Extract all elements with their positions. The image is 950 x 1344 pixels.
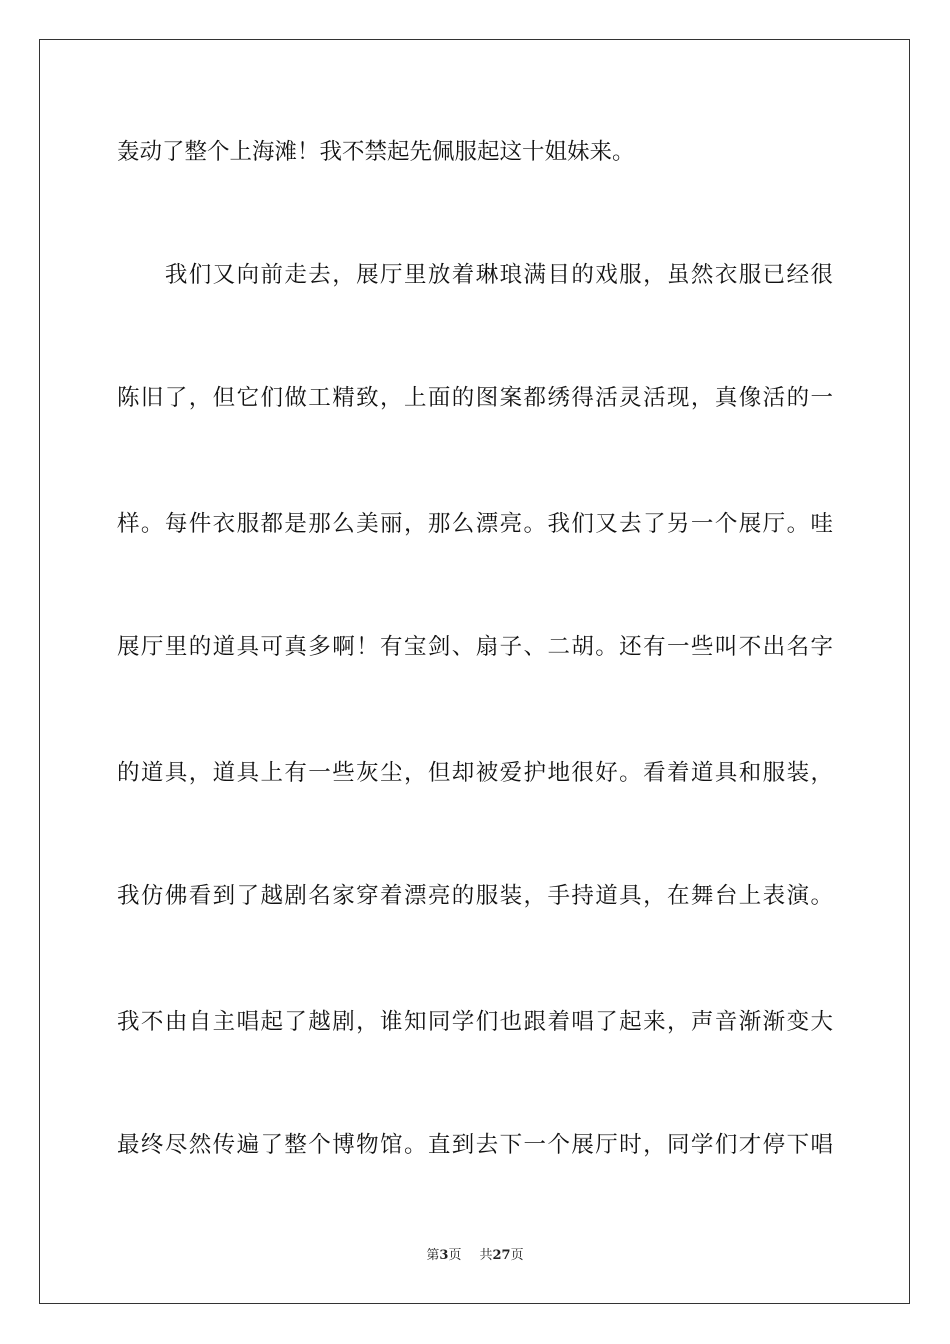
- footer-total-pages: 27: [492, 1248, 511, 1263]
- page-footer: [0, 1247, 950, 1265]
- footer-page-number: 3: [439, 1248, 449, 1263]
- footer-total-suffix: 页: [510, 1248, 524, 1263]
- footer-page-suffix: 页: [448, 1248, 462, 1263]
- text-line-3: 陈旧了，但它们做工精致，上面的图案都绣得活灵活现，真像活的一: [117, 385, 833, 411]
- text-line-1: 轰动了整个上海滩！我不禁起先佩服起这十姐妹来。: [117, 139, 635, 165]
- footer-total-prefix: 共: [479, 1248, 493, 1263]
- text-line-9: 最终尽然传遍了整个博物馆。直到去下一个展厅时，同学们才停下唱: [117, 1132, 833, 1158]
- text-line-8: 我不由自主唱起了越剧，谁知同学们也跟着唱了起来，声音渐渐变大: [117, 1009, 833, 1035]
- text-line-7: 我仿佛看到了越剧名家穿着漂亮的服装，手持道具，在舞台上表演。: [117, 883, 833, 909]
- text-line-5: 展厅里的道具可真多啊！有宝剑、扇子、二胡。还有一些叫不出名字: [117, 634, 833, 660]
- text-line-4: 样。每件衣服都是那么美丽，那么漂亮。我们又去了另一个展厅。哇: [117, 511, 833, 537]
- text-line-2: 我们又向前走去，展厅里放着琳琅满目的戏服，虽然衣服已经很: [117, 262, 833, 288]
- page-border: [39, 39, 910, 1304]
- footer-page-prefix: 第: [426, 1248, 440, 1263]
- text-line-6: 的道具，道具上有一些灰尘，但却被爱护地很好。看着道具和服装，: [117, 760, 833, 786]
